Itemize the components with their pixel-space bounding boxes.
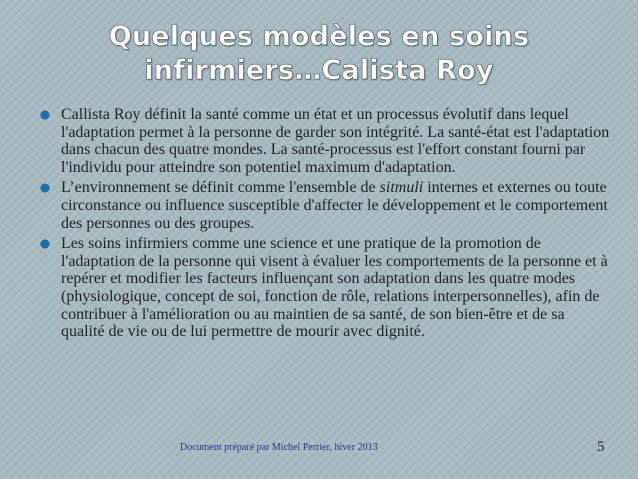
slide-title: [60, 20, 578, 88]
bullet-item-health: [40, 106, 610, 176]
bullet-text-part: L’environnement se définit comme l'ensemble de: [61, 179, 380, 197]
slide-title-line-1: Quelques modèles en soins: [108, 21, 530, 52]
bullet-item-environment: [40, 179, 610, 232]
bullet-item-nursing: [40, 235, 610, 341]
bullet-list: [40, 106, 610, 344]
bullet-text-part: internes et externes ou toute circonstance ou influence susceptible d'affecter le développement et le comportement des personnes ou des groupes.: [61, 179, 608, 232]
bullet-text: [61, 179, 608, 231]
bullet-icon: [41, 111, 49, 119]
slide-title-line-2: infirmiers…Calista Roy: [144, 55, 494, 86]
page-number: 5: [597, 439, 605, 455]
bullet-icon: [41, 240, 49, 248]
slide-footer: [0, 440, 638, 460]
bullet-text-italic: sitmuli: [379, 179, 424, 197]
bullet-text: Les soins infirmiers comme une science et une pratique de la promotion de l'adaptation de la personne qui visent à évaluer les comportements de la personne et à repérer et modifier les facteurs influençant son adaptation dans les quatre modes (physiologique, concept de soi, fonction de rôle, relations interpersonnelles), afin de contribuer à l'amélioration ou au maintien de sa santé, de son bien-être et de sa qualité de vie ou de lui permettre de mourir avec dignité.: [61, 235, 608, 341]
footer-text: Document préparé par Michel Perrier, hiver 2013: [180, 442, 378, 453]
bullet-text: Callista Roy définit la santé comme un état et un processus évolutif dans lequel l'adaptation permet à la personne de garder son intégrité. La santé-état est l'adaptation dans chacun des quatre mondes. La santé-processus est l'effort constant fourni par l'individu pour atteindre son potentiel maximum d'adaptation.: [61, 106, 610, 176]
bullet-icon: [41, 184, 49, 192]
